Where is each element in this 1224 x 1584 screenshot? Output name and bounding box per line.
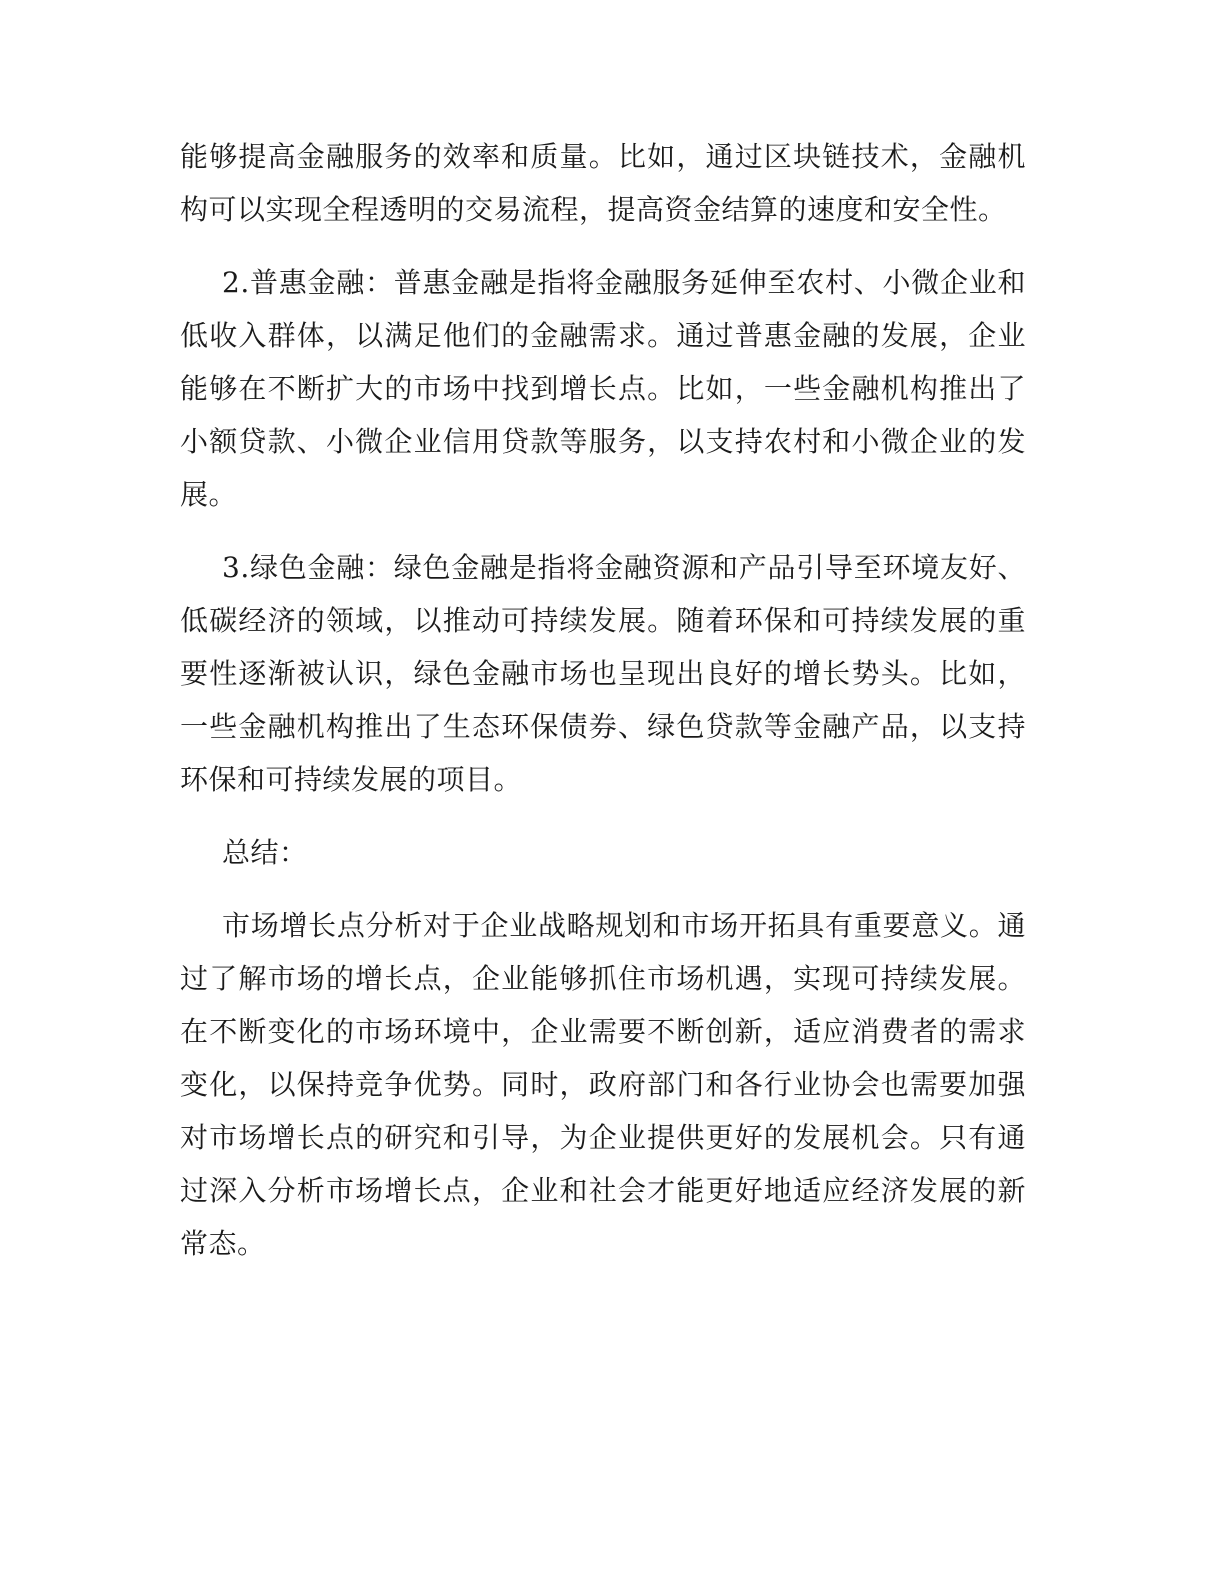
- paragraph-green-finance: 3.绿色金融：绿色金融是指将金融资源和产品引导至环境友好、低碳经济的领域，以推动可持续发展。随着环保和可持续发展的重要性逐渐被认识，绿色金融市场也呈现出良好的增长势头。比如，一些金融机构推出了生态环保债券、绿色贷款等金融产品，以支持环保和可持续发展的项目。: [180, 551, 1026, 796]
- document-page: [180, 130, 1026, 1290]
- summary-heading: 总结：: [222, 836, 308, 869]
- paragraph-blockchain-continuation: 能够提高金融服务的效率和质量。比如，通过区块链技术，金融机构可以实现全程透明的交易流程，提高资金结算的速度和安全性。: [180, 140, 1026, 226]
- paragraph-summary: 市场增长点分析对于企业战略规划和市场开拓具有重要意义。通过了解市场的增长点，企业能够抓住市场机遇，实现可持续发展。在不断变化的市场环境中，企业需要不断创新，适应消费者的需求变化，以保持竞争优势。同时，政府部门和各行业协会也需要加强对市场增长点的研究和引导，为企业提供更好的发展机会。只有通过深入分析市场增长点，企业和社会才能更好地适应经济发展的新常态。: [180, 909, 1026, 1260]
- paragraph-inclusive-finance: 2.普惠金融：普惠金融是指将金融服务延伸至农村、小微企业和低收入群体，以满足他们的金融需求。通过普惠金融的发展，企业能够在不断扩大的市场中找到增长点。比如，一些金融机构推出了小额贷款、小微企业信用贷款等服务，以支持农村和小微企业的发展。: [180, 266, 1026, 511]
